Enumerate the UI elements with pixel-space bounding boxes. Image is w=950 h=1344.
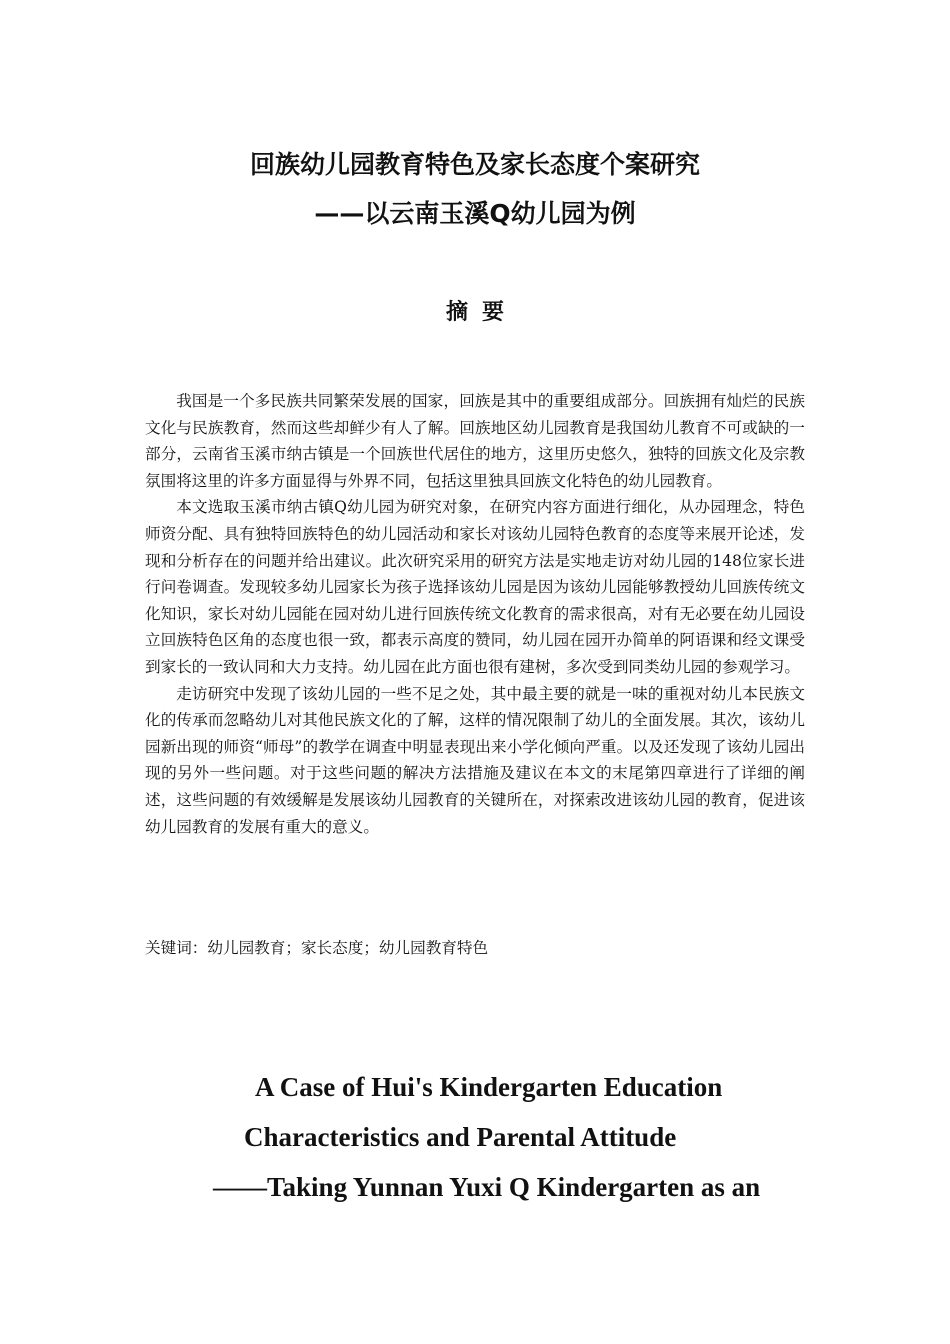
abstract-paragraph-2: 本文选取玉溪市纳古镇Q幼儿园为研究对象，在研究内容方面进行细化，从办园理念，特色师资分配、具有独特回族特色的幼儿园活动和家长对该幼儿园特色教育的态度等来展开论述，发现和分析存在的问题并给出建议。此次研究采用的研究方法是实地走访对幼儿园的148位家长进行问卷调查。发现较多幼儿园家长为孩子选择该幼儿园是因为该幼儿园能够教授幼儿回族传统文化知识，家长对幼儿园能在园对幼儿进行回族传统文化教育的需求很高，对有无必要在幼儿园设立回族特色区角的态度也很一致，都表示高度的赞同，幼儿园在园开办简单的阿语课和经文课受到家长的一致认同和大力支持。幼儿园在此方面也很有建树，多次受到同类幼儿园的参观学习。 bbox=[145, 498, 805, 676]
chinese-title-line-1: 回族幼儿园教育特色及家长态度个案研究 bbox=[249, 150, 700, 179]
english-title-line-2: Characteristics and Parental Attitude bbox=[244, 1122, 677, 1152]
abstract-paragraph-1: 我国是一个多民族共同繁荣发展的国家，回族是其中的重要组成部分。回族拥有灿烂的民族文化与民族教育，然而这些却鲜少有人了解。回族地区幼儿园教育是我国幼儿教育不可或缺的一部分，云南省玉溪市纳古镇是一个回族世代居住的地方，这里历史悠久，独特的回族文化及宗教氛围将这里的许多方面显得与外界不同，包括这里独具回族文化特色的幼儿园教育。 bbox=[145, 392, 805, 490]
keywords bbox=[145, 935, 805, 961]
english-title-line-3: ——Taking Yunnan Yuxi Q Kindergarten as an bbox=[213, 1172, 761, 1202]
abstract-body bbox=[145, 388, 805, 840]
abstract-heading: 摘要 bbox=[445, 300, 518, 325]
english-title-line-1: A Case of Hui's Kindergarten Education bbox=[255, 1072, 723, 1102]
chinese-title-line-2: ——以云南玉溪Q幼儿园为例 bbox=[314, 199, 636, 228]
abstract-paragraph-3: 走访研究中发现了该幼儿园的一些不足之处，其中最主要的就是一味的重视对幼儿本民族文化的传承而忽略幼儿对其他民族文化的了解，这样的情况限制了幼儿的全面发展。其次，该幼儿园新出现的师资“师母”的教学在调查中明显表现出来小学化倾向严重。以及还发现了该幼儿园出现的另外一些问题。对于这些问题的解决方法措施及建议在本文的末尾第四章进行了详细的阐述，这些问题的有效缓解是发展该幼儿园教育的关键所在，对探索改进该幼儿园的教育，促进该幼儿园教育的发展有重大的意义。 bbox=[145, 684, 805, 836]
keywords-label: 关键词： bbox=[145, 939, 208, 957]
keywords-text: 幼儿园教育；家长态度；幼儿园教育特色 bbox=[207, 939, 489, 957]
